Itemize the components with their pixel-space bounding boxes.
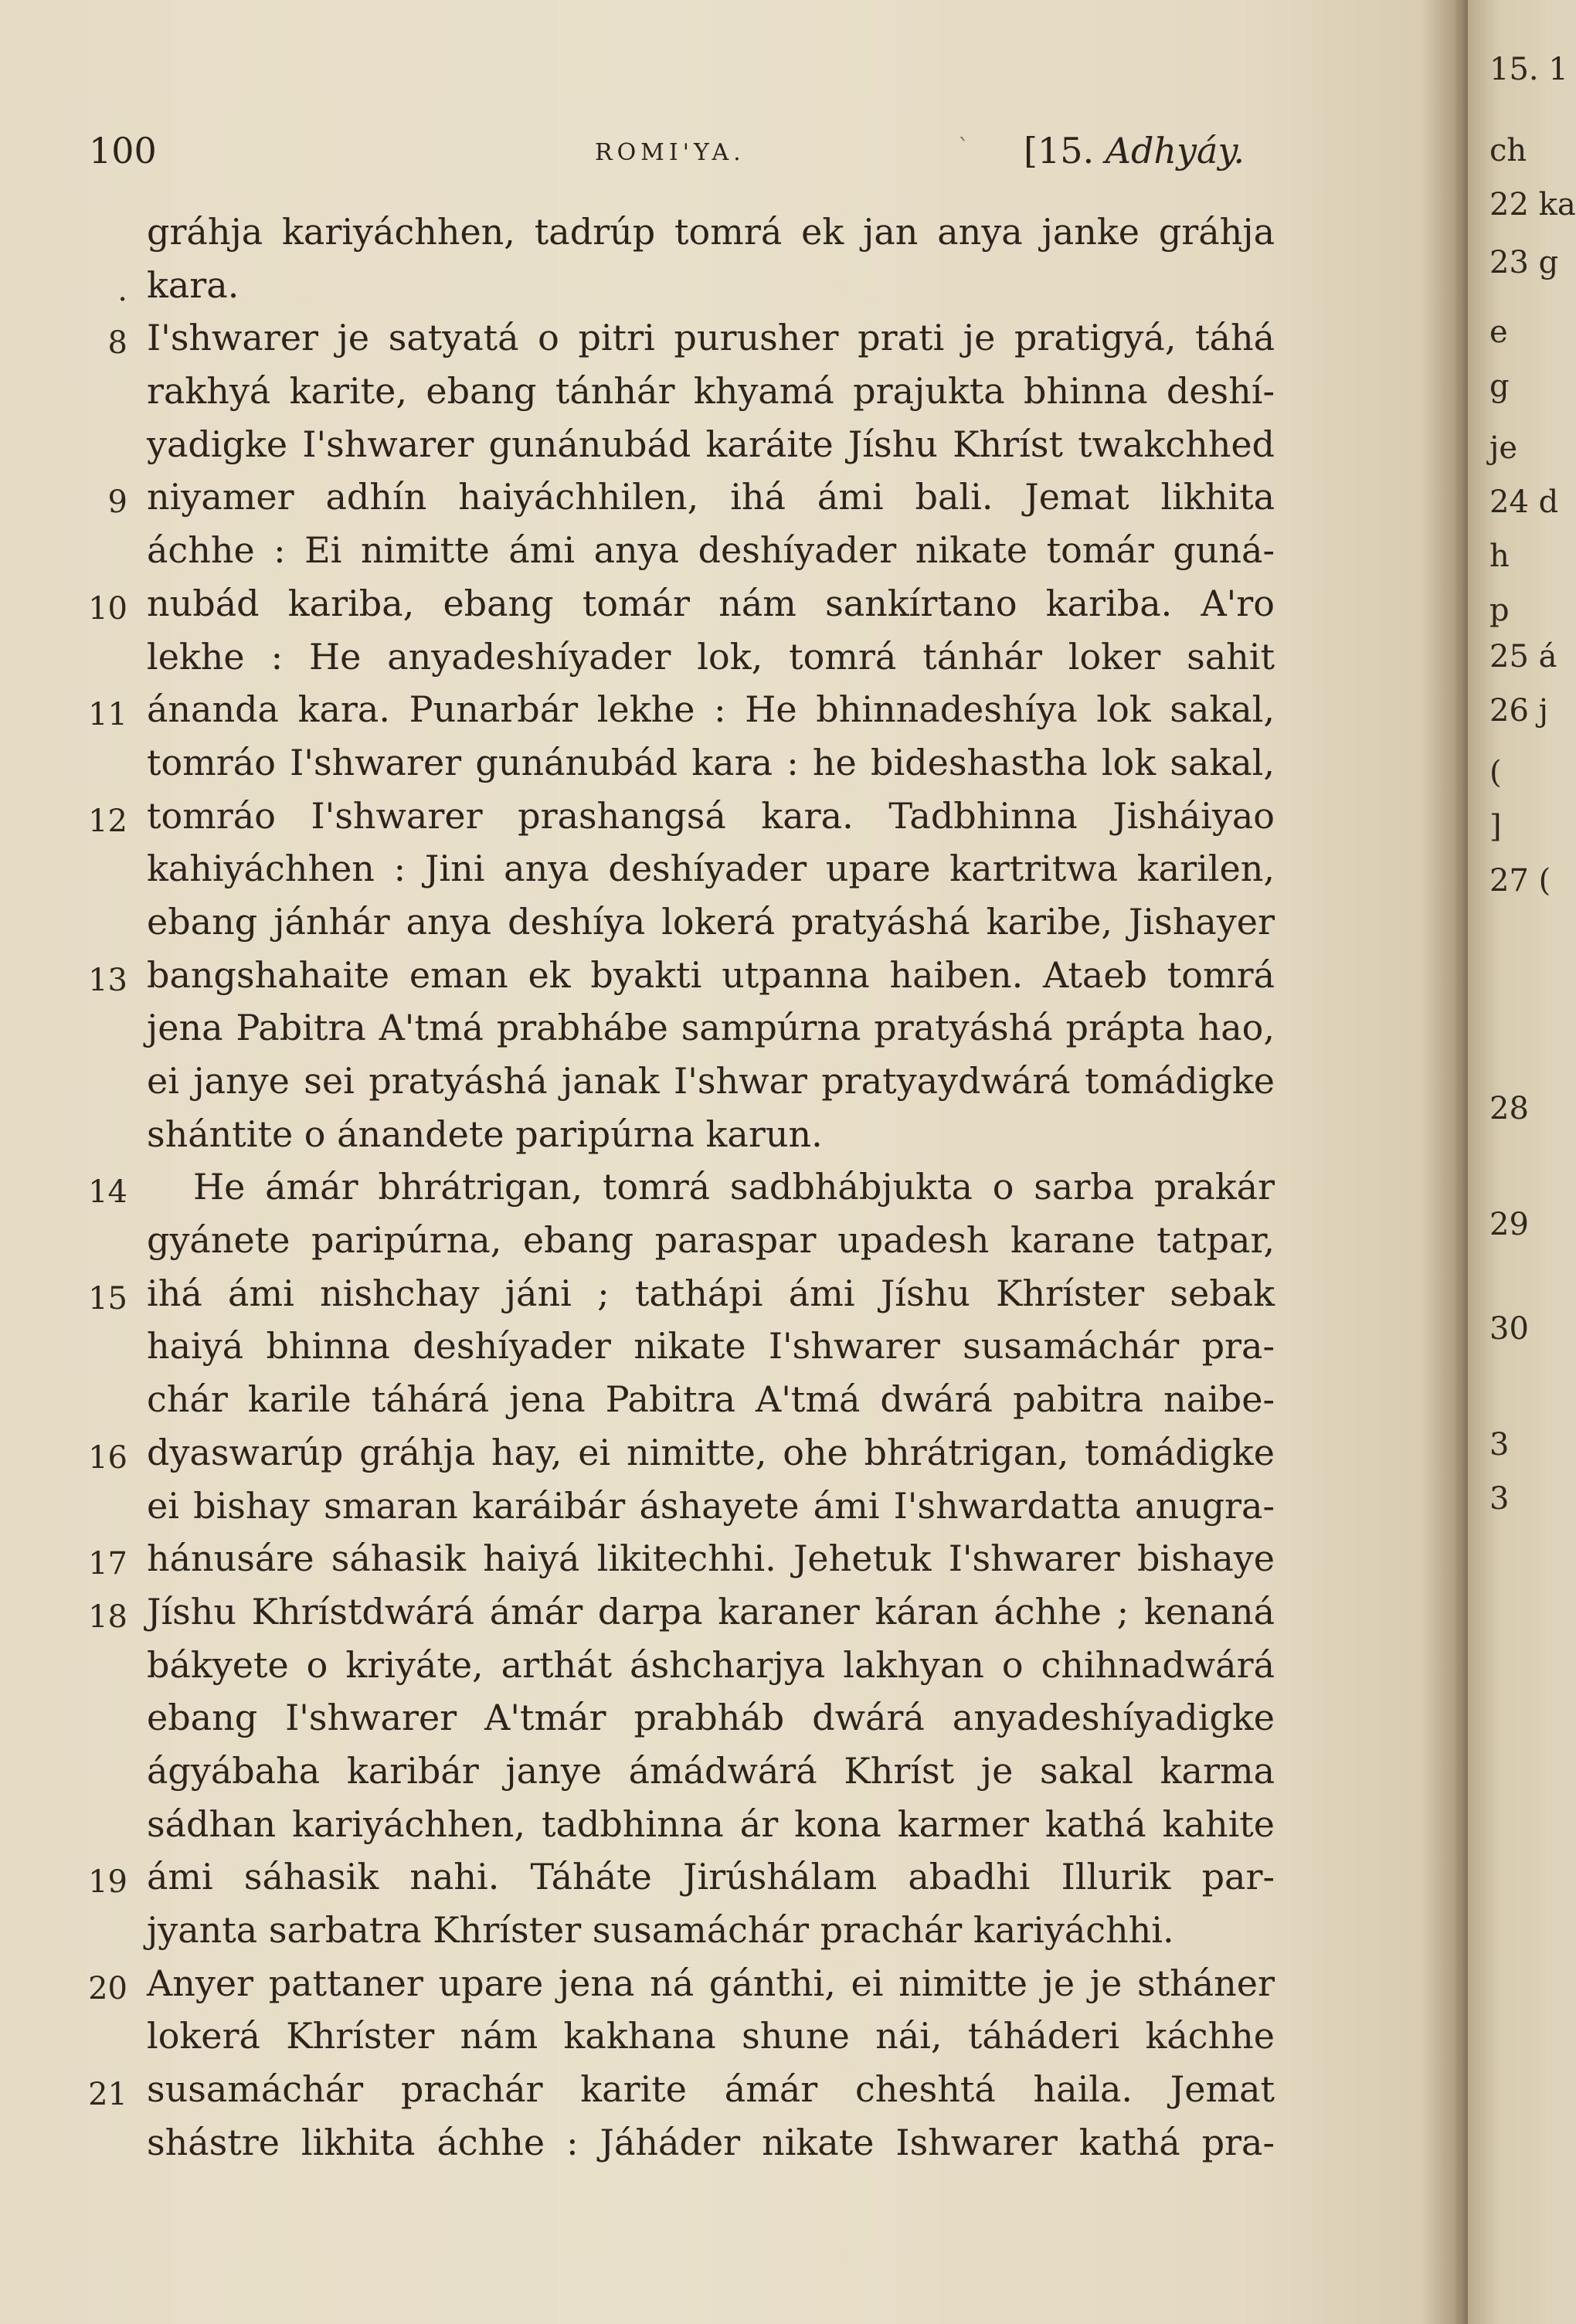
text-line — [0, 421, 1460, 474]
text-line — [0, 1217, 1460, 1270]
text-line — [0, 1429, 1460, 1483]
text-line — [0, 1801, 1460, 1854]
facing-page-fragment: 27 ( — [1489, 863, 1551, 899]
text-line — [0, 314, 1460, 368]
line-text: Jíshu Khrístdwárá ámár darpa karaner káran áchhe ; kenaná — [147, 1590, 1275, 1633]
facing-page-fragment: h — [1489, 539, 1510, 574]
text-line — [0, 1694, 1460, 1748]
text-line — [0, 2013, 1460, 2066]
verse-number: 17 — [88, 1546, 127, 1582]
line-text: ei janye sei pratyáshá janak I'shwar pratyaydwárá tomádigke — [147, 1060, 1275, 1102]
line-text: ihá ámi nishchay jáni ; tathápi ámi Jíshu Khríster sebak — [147, 1272, 1275, 1314]
facing-page-fragment: ( — [1489, 755, 1502, 790]
verse-number: 10 — [88, 590, 127, 627]
running-head: ROMI'YA. — [595, 139, 746, 166]
text-line — [0, 952, 1460, 1005]
line-text: hánusáre sáhasik haiyá likitechhi. Jehetuk I'shwarer bishaye — [147, 1537, 1275, 1580]
line-text: jena Pabitra A'tmá prabhábe sampúrna pratyáshá prápta hao, — [147, 1007, 1275, 1049]
text-line — [0, 634, 1460, 687]
facing-page-fragment: 3 — [1489, 1427, 1510, 1463]
facing-page-fragment: 22 ka — [1489, 187, 1576, 223]
line-text: susamáchár prachár karite ámár cheshtá haila. Jemat — [147, 2068, 1275, 2111]
text-line — [0, 1164, 1460, 1217]
line-text: shántite o ánandete paripúrna karun. — [147, 1113, 823, 1155]
line-text: gráhja kariyáchhen, tadrúp tomrá ek jan anya janke gráhja — [147, 211, 1275, 253]
chapter-number: [15. — [1024, 130, 1106, 172]
facing-page-fragment: 15. 1 — [1489, 52, 1568, 87]
text-line — [0, 1376, 1460, 1429]
verse-number: 16 — [88, 1439, 127, 1476]
facing-page-fragment: p — [1489, 593, 1510, 628]
body-text — [0, 209, 1460, 2172]
line-text: ebang I'shwarer A'tmár prabháb dwárá anyadeshíyadigke — [147, 1697, 1275, 1739]
line-text: niyamer adhín haiyáchhilen, ihá ámi bali. Jemat likhita — [147, 476, 1275, 518]
line-text: nubád kariba, ebang tomár nám sankírtano kariba. A'ro — [147, 582, 1275, 624]
line-text: yadigke I'shwarer gunánubád karáite Jíshu Khríst twakchhed — [147, 423, 1275, 465]
facing-page-fragment: ch — [1489, 133, 1527, 168]
facing-page-fragment: e — [1489, 314, 1508, 350]
facing-page-fragment: g — [1489, 369, 1510, 404]
text-line — [0, 1483, 1460, 1536]
page-number: 100 — [89, 130, 157, 172]
line-text: Anyer pattaner upare jena ná gánthi, ei nimitte je je stháner — [147, 1962, 1275, 2004]
verse-number: 19 — [88, 1864, 127, 1901]
line-text: lokerá Khríster nám kakhana shune nái, táháderi káchhe — [147, 2015, 1275, 2057]
chapter-word: Adhyáy. — [1105, 130, 1245, 172]
text-line — [0, 209, 1460, 262]
line-text: ámi sáhasik nahi. Táháte Jirúshálam abadhi Illurik par- — [147, 1856, 1275, 1898]
text-line — [0, 686, 1460, 739]
facing-page-fragment: 28 — [1489, 1091, 1529, 1126]
facing-page-fragment: 23 g — [1489, 245, 1559, 280]
line-text: shástre likhita áchhe : Jáháder nikate Ishwarer kathá pra- — [147, 2121, 1275, 2163]
verse-number: 21 — [88, 2077, 127, 2113]
text-line — [0, 739, 1460, 793]
text-line — [0, 845, 1460, 899]
text-line — [0, 2066, 1460, 2119]
text-line — [0, 1853, 1460, 1907]
facing-page-fragment: 24 d — [1489, 484, 1559, 520]
line-text: ebang jánhár anya deshíya lokerá pratyáshá karibe, Jishayer — [147, 900, 1275, 943]
line-text: I'shwarer je satyatá o pitri purusher prati je pratigyá, táhá — [147, 317, 1275, 359]
facing-page-fragment: je — [1489, 430, 1518, 466]
text-line — [0, 474, 1460, 527]
line-text: rakhyá karite, ebang tánhár khyamá prajukta bhinna deshí- — [147, 370, 1275, 413]
text-line — [0, 1111, 1460, 1164]
line-text: tomráo I'shwarer gunánubád kara : he bideshastha lok sakal, — [147, 741, 1275, 783]
text-line — [0, 899, 1460, 952]
facing-page-fragment: 3 — [1489, 1481, 1510, 1517]
text-line — [0, 1642, 1460, 1695]
facing-page-fragment: 26 j — [1489, 693, 1549, 729]
text-line — [0, 1588, 1460, 1642]
facing-page-edge — [1468, 0, 1576, 2324]
text-line — [0, 793, 1460, 846]
verse-number: 12 — [88, 803, 127, 839]
line-text: jyanta sarbatra Khríster susamáchár prachár kariyáchhi. — [147, 1909, 1174, 1951]
facing-page-fragment: 25 á — [1489, 639, 1557, 674]
text-line — [0, 1323, 1460, 1376]
text-line — [0, 1058, 1460, 1111]
text-line — [0, 2119, 1460, 2173]
book-gutter-shadow — [1421, 0, 1468, 2324]
verse-number: 15 — [88, 1280, 127, 1317]
line-text: lekhe : He anyadeshíyader lok, tomrá tánhár loker sahit — [147, 635, 1275, 678]
text-line — [0, 1748, 1460, 1801]
line-text: chár karile táhárá jena Pabitra A'tmá dwárá pabitra naibe- — [147, 1378, 1275, 1421]
text-line — [0, 527, 1460, 580]
line-text: dyaswarúp gráhja hay, ei nimitte, ohe bhrátrigan, tomádigke — [147, 1431, 1275, 1473]
line-text: ágyábaha karibár janye ámádwárá Khríst je sakal karma — [147, 1749, 1275, 1792]
line-text: ánanda kara. Punarbár lekhe : He bhinnadeshíya lok sakal, — [147, 688, 1275, 731]
line-text: He ámár bhrátrigan, tomrá sadbhábjukta o sarba prakár — [193, 1166, 1275, 1208]
text-line — [0, 580, 1460, 634]
verse-number: 8 — [107, 325, 127, 362]
chapter-heading — [1024, 130, 1245, 172]
line-text: gyánete paripúrna, ebang paraspar upadesh karane tatpar, — [147, 1219, 1275, 1262]
page-header — [0, 130, 1460, 184]
verse-number: 11 — [88, 697, 127, 733]
line-text: ei bishay smaran karáibár áshayete ámi I'shwardatta anugra- — [147, 1484, 1275, 1527]
stray-mark: ˋ — [958, 134, 970, 161]
line-text: bangshahaite eman ek byakti utpanna haiben. Ataeb tomrá — [147, 953, 1275, 996]
verse-number: 14 — [88, 1174, 127, 1211]
verse-number: 20 — [88, 1970, 127, 2006]
line-text: kahiyáchhen : Jini anya deshíyader upare kartritwa karilen, — [147, 848, 1275, 890]
verse-number: 13 — [88, 962, 127, 998]
line-text: haiyá bhinna deshíyader nikate I'shwarer susamáchár pra- — [147, 1325, 1275, 1368]
line-text: bákyete o kriyáte, arthát áshcharjya lakhyan o chihnadwárá — [147, 1643, 1275, 1686]
text-line — [0, 1960, 1460, 2013]
facing-page-fragment: 29 — [1489, 1207, 1529, 1242]
facing-page-fragment: 30 — [1489, 1311, 1529, 1347]
text-line — [0, 1270, 1460, 1323]
verse-number: 9 — [107, 484, 127, 521]
text-line — [0, 1004, 1460, 1058]
line-text: áchhe : Ei nimitte ámi anya deshíyader nikate tomár guná- — [147, 529, 1275, 572]
verse-number: . — [117, 272, 127, 308]
verse-number: 18 — [88, 1599, 127, 1635]
facing-page-fragment: ] — [1489, 809, 1502, 844]
line-text: kara. — [147, 263, 239, 306]
line-text: sádhan kariyáchhen, tadbhinna ár kona karmer kathá kahite — [147, 1802, 1275, 1845]
text-line — [0, 1535, 1460, 1588]
text-line — [0, 262, 1460, 315]
text-line — [0, 1907, 1460, 1960]
text-line — [0, 368, 1460, 421]
line-text: tomráo I'shwarer prashangsá kara. Tadbhinna Jisháiyao — [147, 794, 1275, 837]
